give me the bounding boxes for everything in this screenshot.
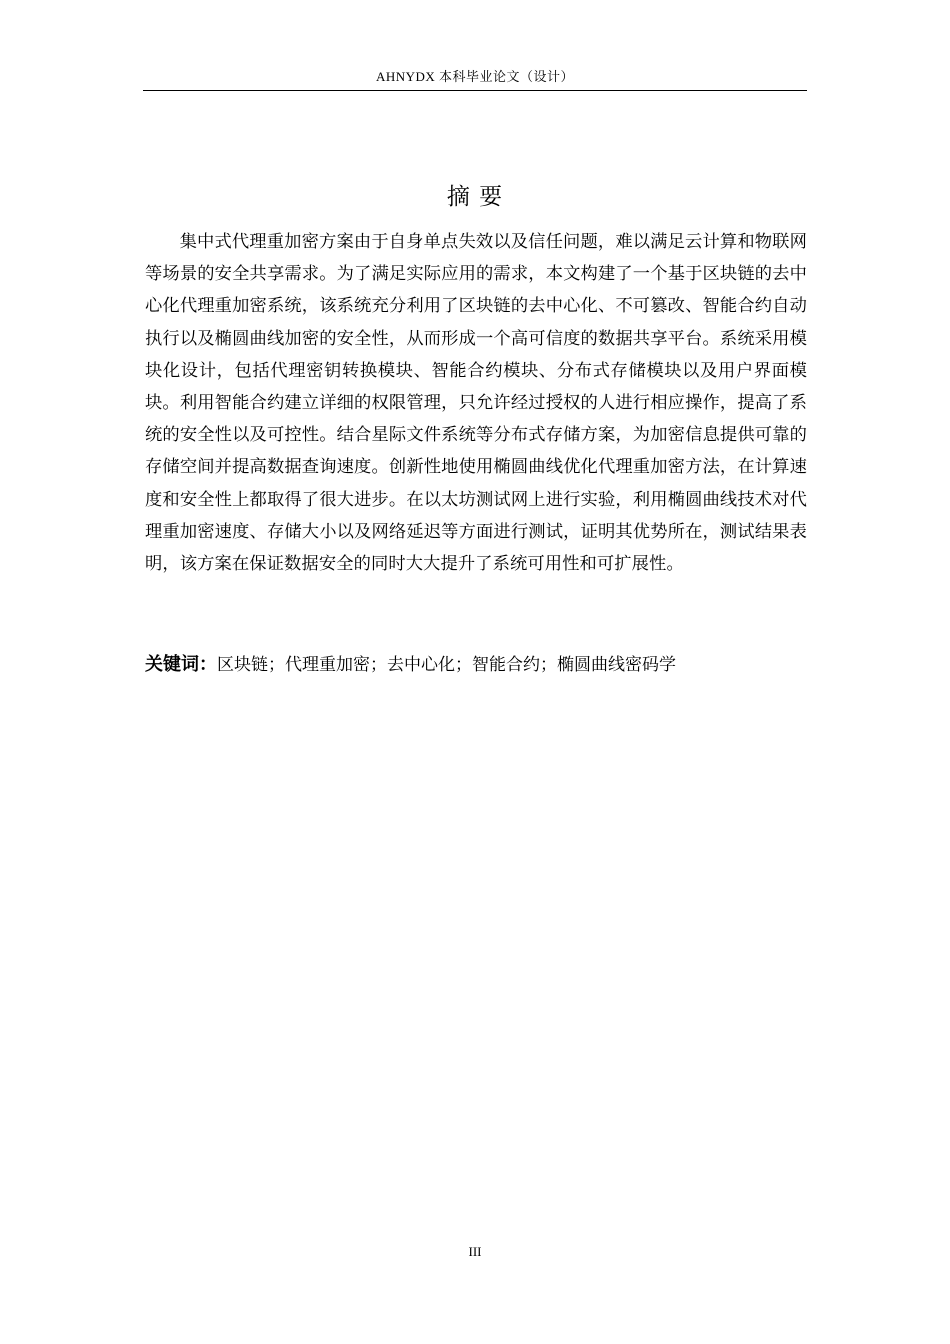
abstract-paragraph: 集中式代理重加密方案由于自身单点失效以及信任问题，难以满足云计算和物联网等场景的安全共享需求。为了满足实际应用的需求，本文构建了一个基于区块链的去中心化代理重加密系统，该系统充分利用了区块链的去中心化、不可篡改、智能合约自动执行以及椭圆曲线加密的安全性，从而形成一个高可信度的数据共享平台。系统采用模块化设计，包括代理密钥转换模块、智能合约模块、分布式存储模块以及用户界面模块。利用智能合约建立详细的权限管理，只允许经过授权的人进行相应操作，提高了系统的安全性以及可控性。结合星际文件系统等分布式存储方案，为加密信息提供可靠的存储空间并提高数据查询速度。创新性地使用椭圆曲线优化代理重加密方法，在计算速度和安全性上都取得了很大进步。在以太坊测试网上进行实验，利用椭圆曲线技术对代理重加密速度、存储大小以及网络延迟等方面进行测试，证明其优势所在，测试结果表明，该方案在保证数据安全的同时大大提升了系统可用性和可扩展性。 (145, 232, 807, 575)
keywords-label: 关键词： (145, 654, 217, 675)
page-number: III (468, 1244, 482, 1259)
header-divider (143, 90, 807, 91)
running-header: AHNYDX 本科毕业论文（设计） (375, 69, 575, 84)
keywords-list: 区块链；代理重加密；去中心化；智能合约；椭圆曲线密码学 (217, 655, 676, 675)
page-title: 摘 要 (446, 184, 504, 210)
keywords-line (145, 650, 807, 680)
